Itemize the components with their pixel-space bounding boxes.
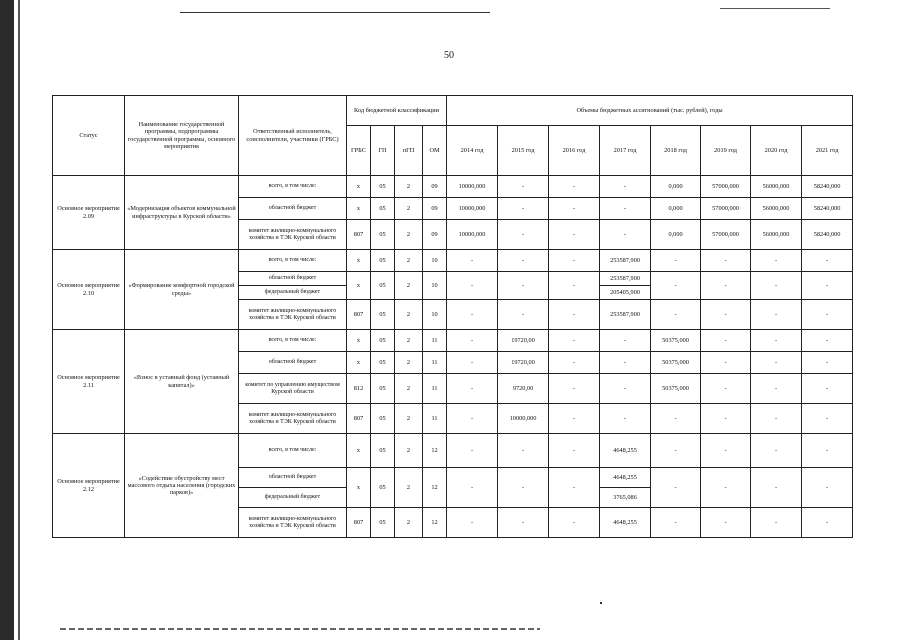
year-value: 58240,000 — [802, 176, 853, 198]
year-value: 9720,00 — [498, 374, 549, 404]
header-code-col: ОМ — [423, 126, 447, 176]
year-value: - — [802, 374, 853, 404]
header-name: Наименование государственной программы, подпрограммы государственной программы, основного мероприятия — [125, 96, 239, 176]
year-value: - — [549, 300, 600, 330]
year-value: - — [447, 272, 498, 300]
year-value: - — [447, 434, 498, 468]
header-code: Код бюджетной классификации — [347, 96, 447, 126]
year-value: - — [701, 404, 751, 434]
year-value: 0,000 — [651, 220, 701, 250]
year-value: - — [498, 468, 549, 508]
code-gp: 05 — [371, 250, 395, 272]
year-value: 56000,000 — [751, 176, 802, 198]
year-value: - — [447, 508, 498, 538]
year-value: - — [447, 250, 498, 272]
row-name: «Модернизация объектов коммунальной инфраструктуры в Курской области» — [125, 176, 239, 250]
year-value: - — [498, 434, 549, 468]
row-name: «Взнос в уставный фонд (уставный капитал)» — [125, 330, 239, 434]
year-value: - — [751, 374, 802, 404]
page-number: 50 — [444, 50, 454, 61]
year-value: 10000,000 — [498, 404, 549, 434]
row-status: Основное мероприятие 2.12 — [53, 434, 125, 538]
code-pgp: 2 — [395, 374, 423, 404]
code-pgp: 2 — [395, 508, 423, 538]
code-gp: 05 — [371, 300, 395, 330]
year-value: - — [802, 508, 853, 538]
header-status: Статус — [53, 96, 125, 176]
year-value: 0,000 — [651, 176, 701, 198]
code-om: 11 — [423, 352, 447, 374]
year-value: - — [549, 374, 600, 404]
year-value-2017: 3765,086 — [600, 488, 651, 508]
year-value: - — [600, 176, 651, 198]
header-code-col: пГП — [395, 126, 423, 176]
code-pgp: 2 — [395, 468, 423, 508]
row-executor: комитет по управлению имуществом Курской области — [239, 374, 347, 404]
row-executor: комитет жилищно-коммунального хозяйства и ТЭК Курской области — [239, 300, 347, 330]
year-value: - — [651, 508, 701, 538]
year-value: - — [651, 300, 701, 330]
year-value: - — [549, 330, 600, 352]
year-value: 19720,00 — [498, 352, 549, 374]
year-value: 57000,000 — [701, 220, 751, 250]
year-value: - — [701, 374, 751, 404]
header-year: 2019 год — [701, 126, 751, 176]
year-value: - — [600, 330, 651, 352]
year-value: - — [498, 508, 549, 538]
year-value: - — [802, 250, 853, 272]
code-om: 11 — [423, 404, 447, 434]
header-year: 2017 год — [600, 126, 651, 176]
code-gp: 05 — [371, 468, 395, 508]
header-year: 2020 год — [751, 126, 802, 176]
year-value: - — [549, 404, 600, 434]
code-om: 10 — [423, 272, 447, 300]
year-value: - — [447, 352, 498, 374]
row-executor: областной бюджет — [239, 352, 347, 374]
year-value: - — [549, 250, 600, 272]
year-value: 10000,000 — [447, 198, 498, 220]
year-value: - — [802, 272, 853, 300]
code-pgp: 2 — [395, 330, 423, 352]
year-value: 50375,000 — [651, 352, 701, 374]
year-value: - — [802, 404, 853, 434]
year-value: - — [701, 272, 751, 300]
row-executor: областной бюджет — [239, 198, 347, 220]
year-value: - — [651, 434, 701, 468]
year-value: 0,000 — [651, 198, 701, 220]
year-value: - — [549, 220, 600, 250]
year-value: - — [701, 250, 751, 272]
year-value: - — [802, 330, 853, 352]
year-value: - — [701, 330, 751, 352]
year-value: - — [549, 272, 600, 300]
code-grbs: х — [347, 434, 371, 468]
code-om: 11 — [423, 374, 447, 404]
year-value: - — [600, 198, 651, 220]
code-grbs: 807 — [347, 220, 371, 250]
year-value: - — [701, 468, 751, 508]
scan-dot-artifact — [600, 602, 602, 604]
code-grbs: х — [347, 250, 371, 272]
code-gp: 05 — [371, 508, 395, 538]
code-om: 09 — [423, 220, 447, 250]
year-value: - — [701, 434, 751, 468]
row-executor: комитет жилищно-коммунального хозяйства и ТЭК Курской области — [239, 220, 347, 250]
code-gp: 05 — [371, 374, 395, 404]
year-value: - — [549, 352, 600, 374]
code-om: 12 — [423, 434, 447, 468]
year-value: 50375,000 — [651, 374, 701, 404]
code-grbs: 807 — [347, 508, 371, 538]
header-year: 2021 год — [802, 126, 853, 176]
year-value: - — [498, 176, 549, 198]
budget-table-body — [53, 176, 853, 538]
year-value: - — [498, 272, 549, 300]
row-name: «Формирование комфортной городской среды» — [125, 250, 239, 330]
year-value: - — [600, 352, 651, 374]
year-value: 253587,900 — [600, 300, 651, 330]
row-executor-federal: федеральный бюджет — [239, 488, 347, 508]
year-value: - — [498, 300, 549, 330]
year-value: 58240,000 — [802, 198, 853, 220]
year-value: - — [802, 434, 853, 468]
code-grbs: х — [347, 272, 371, 300]
row-executor: всего, в том числе: — [239, 330, 347, 352]
table-row — [53, 176, 853, 198]
code-om: 10 — [423, 300, 447, 330]
code-gp: 05 — [371, 352, 395, 374]
year-value: - — [751, 330, 802, 352]
year-value-2017: 205405,900 — [600, 286, 651, 300]
year-value: - — [701, 300, 751, 330]
row-name: «Содействие обустройству мест массового отдыха населения (городских парков)» — [125, 434, 239, 538]
code-gp: 05 — [371, 434, 395, 468]
year-value: - — [549, 176, 600, 198]
year-value: - — [498, 220, 549, 250]
row-executor: всего, в том числе: — [239, 250, 347, 272]
row-executor-federal: федеральный бюджет — [239, 286, 347, 300]
year-value: - — [651, 468, 701, 508]
year-value: - — [447, 330, 498, 352]
code-gp: 05 — [371, 198, 395, 220]
code-grbs: х — [347, 198, 371, 220]
header-executor: Ответственный исполнитель, соисполнители, участники (ГРБС) — [239, 96, 347, 176]
code-gp: 05 — [371, 220, 395, 250]
row-executor-regional: областной бюджет — [239, 468, 347, 488]
year-value: - — [751, 434, 802, 468]
year-value: - — [600, 220, 651, 250]
year-value: 10000,000 — [447, 176, 498, 198]
row-executor: всего, в том числе: — [239, 434, 347, 468]
year-value: - — [549, 434, 600, 468]
year-value: - — [651, 272, 701, 300]
year-value: 4648,255 — [600, 508, 651, 538]
header-year: 2014 год — [447, 126, 498, 176]
year-value-2017: 253587,900 — [600, 272, 651, 286]
year-value: - — [447, 300, 498, 330]
scan-bottom-artifact — [60, 628, 540, 630]
year-value: - — [751, 300, 802, 330]
year-value: - — [701, 508, 751, 538]
scan-binding-line — [18, 0, 20, 640]
row-executor: всего, в том числе: — [239, 176, 347, 198]
year-value: 10000,000 — [447, 220, 498, 250]
code-grbs: х — [347, 468, 371, 508]
year-value: 19720,00 — [498, 330, 549, 352]
header-code-col: ГП — [371, 126, 395, 176]
year-value: - — [600, 404, 651, 434]
row-executor-regional: областной бюджет — [239, 272, 347, 286]
row-status: Основное мероприятие 2.11 — [53, 330, 125, 434]
row-status: Основное мероприятие 2.09 — [53, 176, 125, 250]
year-value: - — [802, 300, 853, 330]
year-value: - — [651, 250, 701, 272]
year-value: 56000,000 — [751, 220, 802, 250]
year-value: - — [651, 404, 701, 434]
header-year: 2018 год — [651, 126, 701, 176]
budget-table — [52, 95, 853, 538]
year-value: - — [498, 198, 549, 220]
row-executor: комитет жилищно-коммунального хозяйства и ТЭК Курской области — [239, 404, 347, 434]
scan-top-line-right — [720, 8, 830, 9]
code-gp: 05 — [371, 404, 395, 434]
code-pgp: 2 — [395, 198, 423, 220]
header-year: 2015 год — [498, 126, 549, 176]
code-grbs: х — [347, 330, 371, 352]
year-value: 58240,000 — [802, 220, 853, 250]
code-grbs: 807 — [347, 404, 371, 434]
year-value: 253587,900 — [600, 250, 651, 272]
row-executor: комитет жилищно-коммунального хозяйства и ТЭК Курской области — [239, 508, 347, 538]
header-volumes: Объемы бюджетных ассигнований (тыс. рублей), годы — [447, 96, 853, 126]
code-grbs: х — [347, 176, 371, 198]
scan-binding-edge — [0, 0, 14, 640]
code-om: 12 — [423, 468, 447, 508]
table-row — [53, 434, 853, 468]
code-pgp: 2 — [395, 176, 423, 198]
scan-top-line — [180, 12, 490, 13]
year-value: - — [498, 250, 549, 272]
year-value: - — [802, 468, 853, 508]
table-row — [53, 330, 853, 352]
year-value: - — [549, 508, 600, 538]
year-value: - — [751, 468, 802, 508]
year-value: - — [447, 468, 498, 508]
year-value: 56000,000 — [751, 198, 802, 220]
code-pgp: 2 — [395, 434, 423, 468]
code-pgp: 2 — [395, 272, 423, 300]
year-value: - — [701, 352, 751, 374]
year-value: 57000,000 — [701, 198, 751, 220]
year-value: - — [751, 250, 802, 272]
year-value: - — [751, 508, 802, 538]
code-om: 11 — [423, 330, 447, 352]
year-value-2017: 4648,255 — [600, 468, 651, 488]
code-grbs: х — [347, 352, 371, 374]
code-pgp: 2 — [395, 220, 423, 250]
code-grbs: 812 — [347, 374, 371, 404]
row-status: Основное мероприятие 2.10 — [53, 250, 125, 330]
year-value: - — [447, 404, 498, 434]
code-om: 09 — [423, 198, 447, 220]
year-value: 4648,255 — [600, 434, 651, 468]
year-value: - — [751, 352, 802, 374]
code-om: 09 — [423, 176, 447, 198]
year-value: - — [549, 198, 600, 220]
year-value: - — [447, 374, 498, 404]
code-pgp: 2 — [395, 352, 423, 374]
code-grbs: 807 — [347, 300, 371, 330]
code-pgp: 2 — [395, 404, 423, 434]
code-pgp: 2 — [395, 300, 423, 330]
code-om: 12 — [423, 508, 447, 538]
header-year: 2016 год — [549, 126, 600, 176]
year-value: - — [802, 352, 853, 374]
year-value: 57000,000 — [701, 176, 751, 198]
table-row — [53, 250, 853, 272]
year-value: - — [751, 272, 802, 300]
year-value: - — [751, 404, 802, 434]
year-value: - — [600, 374, 651, 404]
code-gp: 05 — [371, 330, 395, 352]
year-value: - — [549, 468, 600, 508]
year-value: 50375,000 — [651, 330, 701, 352]
header-code-col: ГРБС — [347, 126, 371, 176]
code-gp: 05 — [371, 272, 395, 300]
code-gp: 05 — [371, 176, 395, 198]
code-pgp: 2 — [395, 250, 423, 272]
code-om: 10 — [423, 250, 447, 272]
